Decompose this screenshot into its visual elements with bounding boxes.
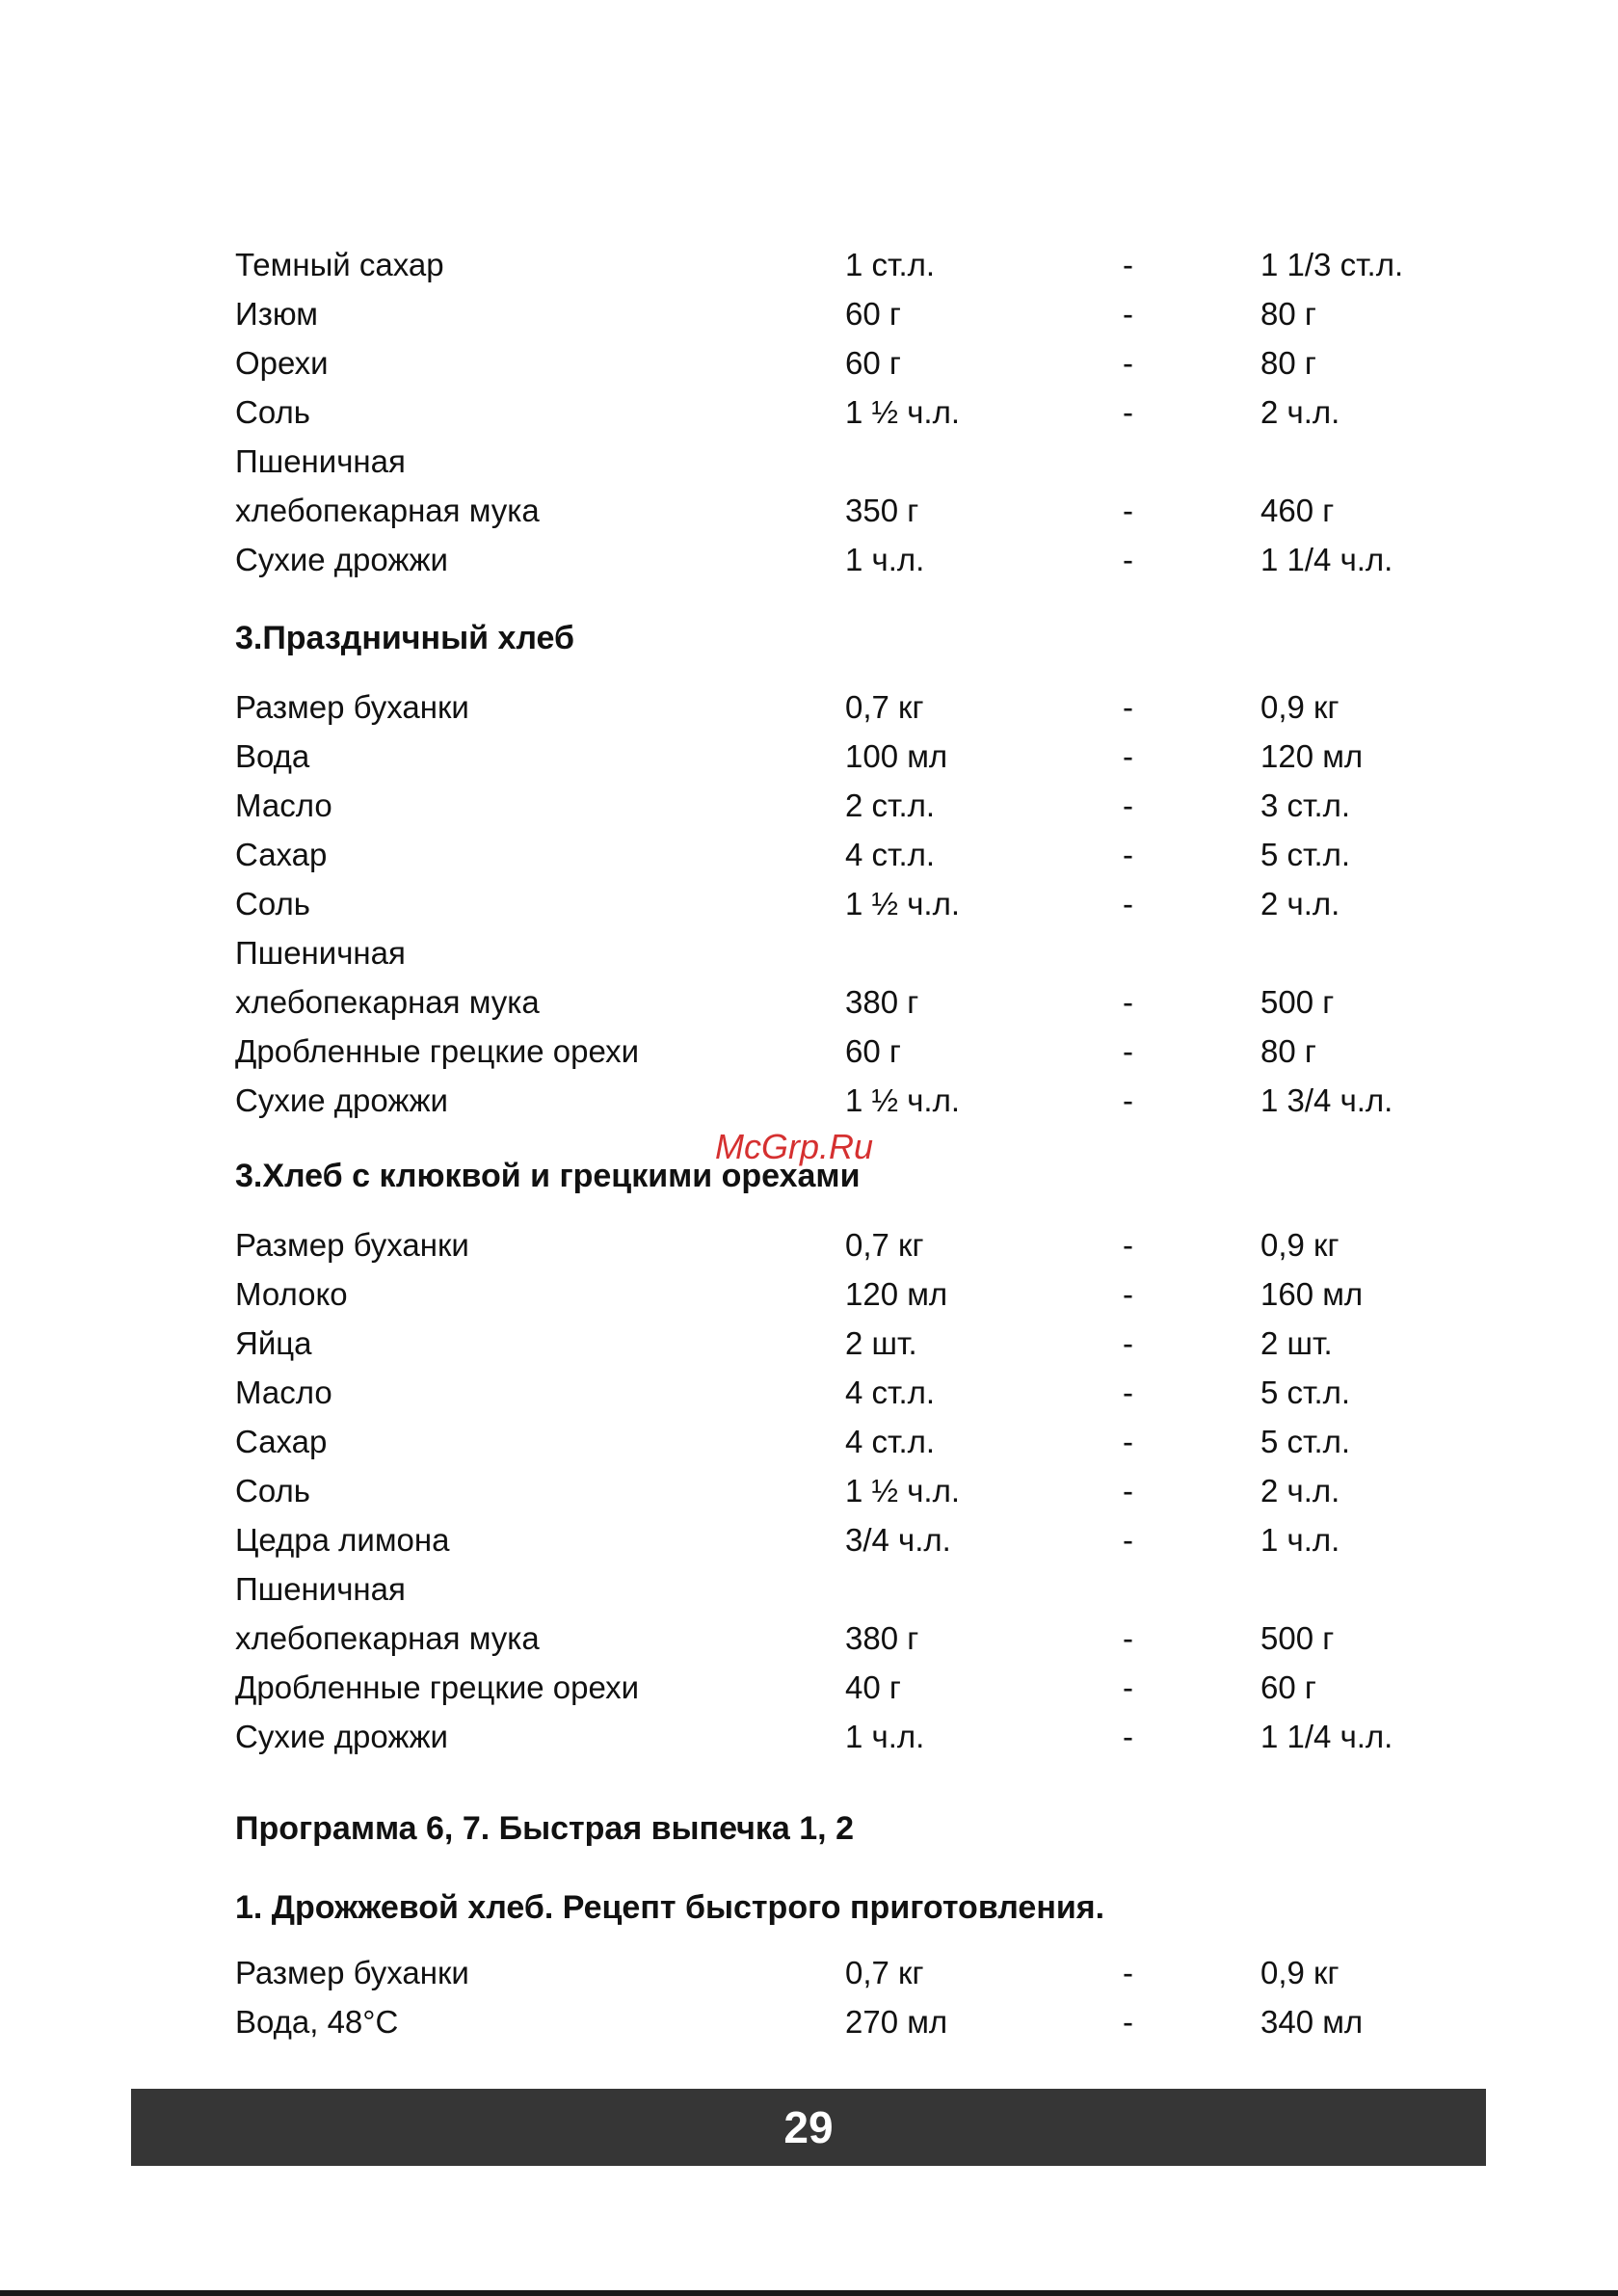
ingredient-row <box>0 781 1618 831</box>
dash: - <box>1123 1473 1133 1508</box>
amount-small: 60 г <box>845 296 901 332</box>
amount-small: 1 ½ ч.л. <box>845 886 960 921</box>
ingredient-row <box>0 1564 1618 1615</box>
ingredient-row <box>0 437 1618 487</box>
ingredient-row <box>0 1269 1618 1320</box>
dash: - <box>1123 1620 1133 1656</box>
page-number: 29 <box>783 2102 834 2152</box>
amount-large: 0,9 кг <box>1260 689 1339 725</box>
dash: - <box>1123 2004 1133 2040</box>
ingredient-name: Масло <box>235 1375 332 1410</box>
amount-large: 60 г <box>1260 1669 1316 1705</box>
ingredient-row <box>0 1614 1618 1664</box>
dash: - <box>1123 296 1133 332</box>
ingredient-row <box>0 732 1618 782</box>
ingredient-row <box>0 879 1618 929</box>
amount-small: 1 ½ ч.л. <box>845 1473 960 1508</box>
amount-large: 1 3/4 ч.л. <box>1260 1082 1393 1118</box>
amount-small: 4 ст.л. <box>845 1424 936 1459</box>
dash: - <box>1123 1276 1133 1312</box>
dash: - <box>1123 984 1133 1020</box>
ingredient-name: Орехи <box>235 345 329 381</box>
amount-large: 120 мл <box>1260 738 1364 774</box>
amount-large: 5 ст.л. <box>1260 1375 1351 1410</box>
dash: - <box>1123 542 1133 577</box>
amount-large: 80 г <box>1260 345 1316 381</box>
dash: - <box>1123 394 1133 430</box>
dash: - <box>1123 689 1133 725</box>
ingredient-name: Сухие дрожжи <box>235 1719 448 1754</box>
amount-small: 0,7 кг <box>845 689 924 725</box>
bottom-border <box>0 2290 1618 2296</box>
amount-small: 2 ст.л. <box>845 788 936 823</box>
amount-small: 60 г <box>845 1033 901 1069</box>
ingredient-name: Изюм <box>235 296 318 332</box>
ingredient-name: Яйца <box>235 1325 312 1361</box>
ingredient-name: Темный сахар <box>235 247 444 282</box>
amount-small: 2 шт. <box>845 1325 917 1361</box>
amount-large: 2 шт. <box>1260 1325 1333 1361</box>
ingredient-name: хлебопекарная мука <box>235 984 540 1020</box>
ingredient-name: Соль <box>235 394 310 430</box>
watermark: McGrp.Ru <box>715 1127 874 1166</box>
amount-large: 5 ст.л. <box>1260 837 1351 872</box>
ingredient-name: Сухие дрожжи <box>235 542 448 577</box>
amount-large: 0,9 кг <box>1260 1955 1339 1990</box>
amount-large: 340 мл <box>1260 2004 1364 2040</box>
ingredient-row <box>0 338 1618 388</box>
dash: - <box>1123 886 1133 921</box>
amount-large: 1 1/4 ч.л. <box>1260 542 1393 577</box>
amount-small: 1 ½ ч.л. <box>845 394 960 430</box>
ingredient-name: Цедра лимона <box>235 1522 450 1558</box>
dash: - <box>1123 738 1133 774</box>
dash: - <box>1123 345 1133 381</box>
ingredient-row <box>0 1368 1618 1418</box>
amount-large: 5 ст.л. <box>1260 1424 1351 1459</box>
amount-small: 40 г <box>845 1669 901 1705</box>
ingredient-row <box>0 830 1618 880</box>
recipe-title: 1. Дрожжевой хлеб. Рецепт быстрого приготовления. <box>235 1889 1105 1926</box>
dash: - <box>1123 1227 1133 1263</box>
amount-large: 1 ч.л. <box>1260 1522 1340 1558</box>
amount-large: 500 г <box>1260 1620 1335 1656</box>
ingredient-row <box>0 535 1618 585</box>
ingredient-row <box>0 977 1618 1028</box>
ingredient-row <box>0 1663 1618 1713</box>
amount-large: 2 ч.л. <box>1260 394 1340 430</box>
program-title: Программа 6, 7. Быстрая выпечка 1, 2 <box>235 1810 854 1847</box>
amount-large: 1 1/3 ст.л. <box>1260 247 1404 282</box>
ingredient-row <box>0 289 1618 339</box>
dash: - <box>1123 1375 1133 1410</box>
amount-small: 1 ч.л. <box>845 1719 925 1754</box>
ingredient-name: Соль <box>235 1473 310 1508</box>
ingredient-row <box>0 1076 1618 1126</box>
ingredient-row <box>0 1997 1618 2047</box>
dash: - <box>1123 1522 1133 1558</box>
ingredient-name: Сухие дрожжи <box>235 1082 448 1118</box>
amount-large: 0,9 кг <box>1260 1227 1339 1263</box>
dash: - <box>1123 1033 1133 1069</box>
ingredient-row <box>0 1220 1618 1270</box>
amount-small: 120 мл <box>845 1276 948 1312</box>
ingredient-name: Вода, 48°С <box>235 2004 399 2040</box>
ingredient-name: Пшеничная <box>235 935 406 971</box>
ingredient-name: Сахар <box>235 1424 328 1459</box>
ingredient-row <box>0 928 1618 978</box>
amount-large: 500 г <box>1260 984 1335 1020</box>
ingredient-name: хлебопекарная мука <box>235 1620 540 1656</box>
ingredient-row <box>0 240 1618 290</box>
ingredient-name: Размер буханки <box>235 1955 469 1990</box>
amount-large: 2 ч.л. <box>1260 886 1340 921</box>
ingredient-row <box>0 1466 1618 1516</box>
dash: - <box>1123 1669 1133 1705</box>
dash: - <box>1123 1082 1133 1118</box>
ingredient-name: Пшеничная <box>235 443 406 479</box>
amount-large: 1 1/4 ч.л. <box>1260 1719 1393 1754</box>
ingredient-row <box>0 1027 1618 1077</box>
amount-small: 1 ½ ч.л. <box>845 1082 960 1118</box>
ingredient-name: Соль <box>235 886 310 921</box>
ingredient-row <box>0 1712 1618 1762</box>
recipe-title: 3.Хлеб с клюквой и грецкими орехами <box>235 1158 861 1194</box>
amount-small: 270 мл <box>845 2004 948 2040</box>
dash: - <box>1123 837 1133 872</box>
ingredient-name: Размер буханки <box>235 1227 469 1263</box>
ingredient-name: Молоко <box>235 1276 348 1312</box>
amount-small: 0,7 кг <box>845 1227 924 1263</box>
dash: - <box>1123 1424 1133 1459</box>
ingredient-row <box>0 1417 1618 1467</box>
amount-small: 380 г <box>845 1620 919 1656</box>
amount-small: 1 ст.л. <box>845 247 936 282</box>
ingredient-name: хлебопекарная мука <box>235 493 540 528</box>
dash: - <box>1123 1719 1133 1754</box>
ingredient-row <box>0 387 1618 438</box>
ingredient-name: Дробленные грецкие орехи <box>235 1033 640 1069</box>
ingredient-name: Размер буханки <box>235 689 469 725</box>
ingredient-row <box>0 486 1618 536</box>
ingredient-row <box>0 1319 1618 1369</box>
ingredient-name: Дробленные грецкие орехи <box>235 1669 640 1705</box>
ingredient-name: Вода <box>235 738 310 774</box>
dash: - <box>1123 493 1133 528</box>
ingredient-name: Пшеничная <box>235 1571 406 1607</box>
amount-small: 3/4 ч.л. <box>845 1522 951 1558</box>
ingredient-row <box>0 1515 1618 1565</box>
amount-small: 60 г <box>845 345 901 381</box>
recipe-title: 3.Праздничный хлеб <box>235 620 574 656</box>
dash: - <box>1123 788 1133 823</box>
amount-small: 4 ст.л. <box>845 837 936 872</box>
ingredient-row <box>0 1948 1618 1998</box>
amount-large: 80 г <box>1260 1033 1316 1069</box>
dash: - <box>1123 1955 1133 1990</box>
page-number-bar <box>131 2089 1486 2166</box>
amount-large: 80 г <box>1260 296 1316 332</box>
amount-small: 0,7 кг <box>845 1955 924 1990</box>
amount-small: 4 ст.л. <box>845 1375 936 1410</box>
amount-large: 160 мл <box>1260 1276 1364 1312</box>
ingredient-row <box>0 682 1618 733</box>
amount-large: 3 ст.л. <box>1260 788 1351 823</box>
dash: - <box>1123 1325 1133 1361</box>
amount-large: 2 ч.л. <box>1260 1473 1340 1508</box>
amount-large: 460 г <box>1260 493 1335 528</box>
dash: - <box>1123 247 1133 282</box>
ingredient-name: Сахар <box>235 837 328 872</box>
amount-small: 100 мл <box>845 738 948 774</box>
amount-small: 380 г <box>845 984 919 1020</box>
amount-small: 1 ч.л. <box>845 542 925 577</box>
amount-small: 350 г <box>845 493 919 528</box>
ingredient-name: Масло <box>235 788 332 823</box>
